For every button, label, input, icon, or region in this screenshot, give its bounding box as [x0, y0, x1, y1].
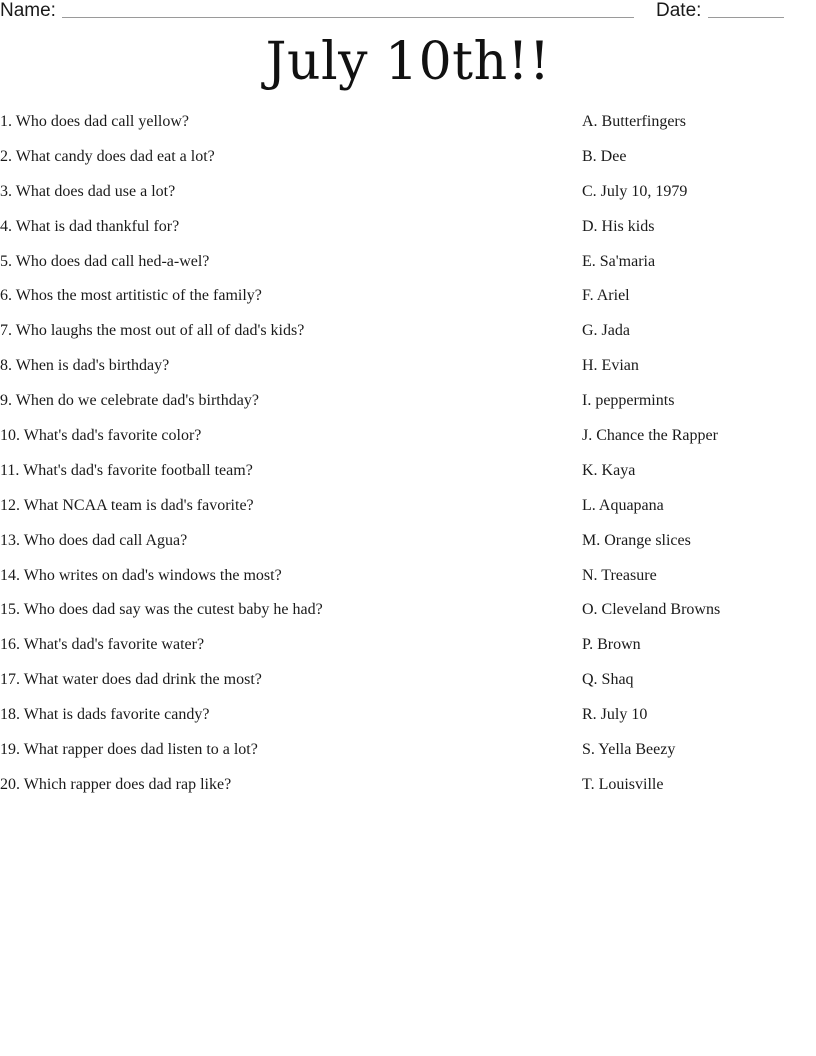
- question-item: 13. Who does dad call Agua?: [0, 531, 188, 549]
- answer-item: P. Brown: [582, 636, 641, 654]
- answer-item: K. Kaya: [582, 461, 636, 479]
- answer-item: D. His kids: [582, 217, 655, 235]
- question-item: 10. What's dad's favorite color?: [0, 427, 202, 445]
- answer-item: I. peppermints: [582, 392, 675, 410]
- answer-item: S. Yella Beezy: [582, 741, 676, 759]
- question-item: 3. What does dad use a lot?: [0, 182, 176, 200]
- question-item: 12. What NCAA team is dad's favorite?: [0, 496, 254, 514]
- question-item: 5. Who does dad call hed-a-wel?: [0, 252, 210, 270]
- question-item: 7. Who laughs the most out of all of dad's kids?: [0, 322, 305, 340]
- question-item: 8. When is dad's birthday?: [0, 357, 170, 375]
- answer-item: J. Chance the Rapper: [582, 427, 718, 445]
- answer-item: G. Jada: [582, 322, 630, 340]
- question-item: 2. What candy does dad eat a lot?: [0, 147, 215, 165]
- name-blank-line: [62, 17, 634, 18]
- question-item: 15. Who does dad say was the cutest baby he had?: [0, 601, 323, 619]
- answer-item: H. Evian: [582, 357, 639, 375]
- question-list: [0, 111, 560, 809]
- answer-item: M. Orange slices: [582, 531, 691, 549]
- question-item: 14. Who writes on dad's windows the most?: [0, 566, 282, 584]
- worksheet-header: [0, 0, 816, 24]
- answer-item: T. Louisville: [582, 775, 664, 793]
- name-label: Name:: [0, 0, 56, 21]
- question-item: 9. When do we celebrate dad's birthday?: [0, 392, 259, 410]
- date-blank-line: [708, 17, 784, 18]
- answer-item: B. Dee: [582, 147, 627, 165]
- question-item: 4. What is dad thankful for?: [0, 217, 180, 235]
- question-item: 1. Who does dad call yellow?: [0, 113, 189, 130]
- answer-item: F. Ariel: [582, 287, 630, 305]
- question-item: 17. What water does dad drink the most?: [0, 671, 262, 689]
- answer-item: R. July 10: [582, 706, 648, 724]
- answer-item: C. July 10, 1979: [582, 182, 688, 200]
- question-item: 11. What's dad's favorite football team?: [0, 461, 253, 479]
- worksheet-title: July 10th!!: [265, 32, 551, 92]
- answer-item: O. Cleveland Browns: [582, 601, 721, 619]
- date-label: Date:: [656, 0, 702, 21]
- answer-item: A. Butterfingers: [582, 113, 686, 130]
- question-item: 20. Which rapper does dad rap like?: [0, 775, 232, 793]
- answer-item: E. Sa'maria: [582, 252, 656, 270]
- question-item: 16. What's dad's favorite water?: [0, 636, 205, 654]
- question-item: 6. Whos the most artitistic of the family?: [0, 287, 262, 305]
- question-item: 18. What is dads favorite candy?: [0, 706, 210, 724]
- answer-item: Q. Shaq: [582, 671, 634, 689]
- answer-list: [582, 111, 812, 809]
- answer-item: L. Aquapana: [582, 496, 664, 514]
- answer-item: N. Treasure: [582, 566, 657, 584]
- question-item: 19. What rapper does dad listen to a lot?: [0, 741, 258, 759]
